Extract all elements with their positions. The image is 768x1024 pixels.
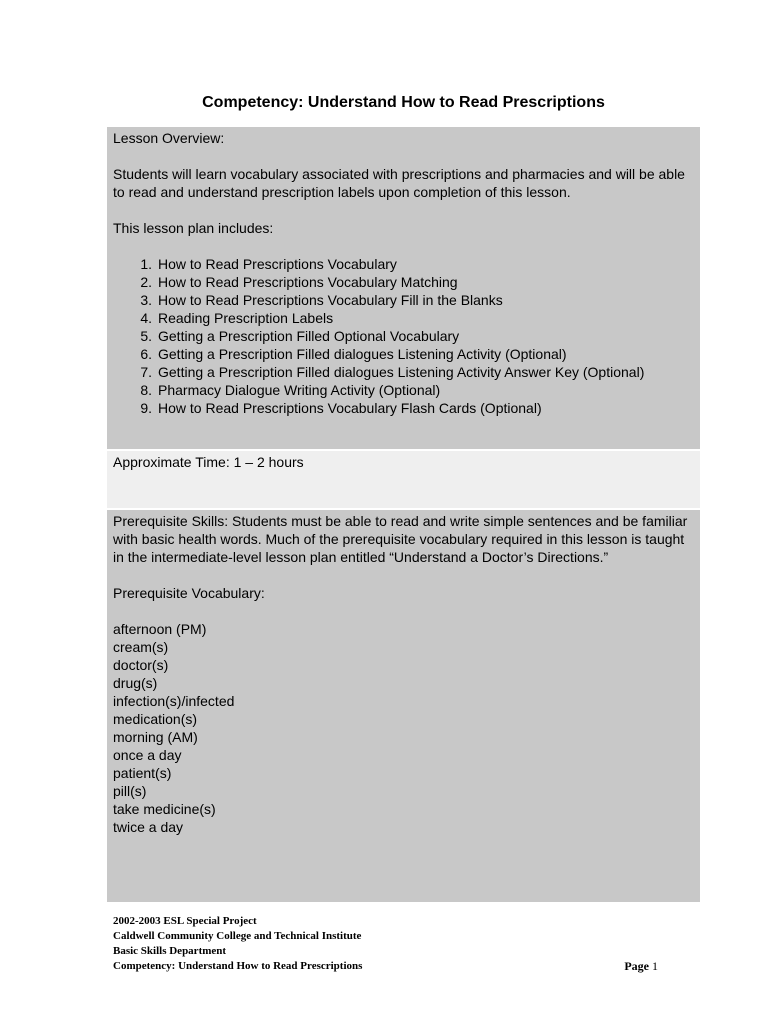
vocabulary-item: cream(s) — [113, 639, 169, 655]
lesson-plan-item-number: 9. — [140, 400, 152, 416]
prerequisites-box — [107, 510, 700, 902]
footer-department: Basic Skills Department — [113, 945, 227, 957]
lesson-plan-item-number: 8. — [140, 382, 152, 398]
lesson-overview-box — [107, 127, 700, 449]
lesson-plan-item-text: Reading Prescription Labels — [158, 310, 334, 326]
lesson-plan-item — [113, 327, 694, 345]
lesson-plan-item-number: 6. — [140, 346, 152, 362]
footer-last-line — [113, 959, 658, 974]
lesson-plan-item-number: 2. — [140, 274, 152, 290]
lesson-plan-item — [113, 273, 694, 291]
page-footer — [113, 914, 658, 974]
lesson-plan-item-text: How to Read Prescriptions Vocabulary — [158, 256, 397, 272]
lesson-plan-item-text: Getting a Prescription Filled Optional Vocabulary — [158, 328, 460, 344]
vocabulary-item: drug(s) — [113, 675, 158, 691]
vocabulary-item: afternoon (PM) — [113, 621, 207, 637]
vocabulary-item: patient(s) — [113, 765, 172, 781]
lesson-overview-heading: Lesson Overview: — [113, 130, 225, 146]
lesson-plan-item — [113, 399, 694, 417]
lesson-plan-item-number: 3. — [140, 292, 152, 308]
vocabulary-item: medication(s) — [113, 711, 198, 727]
lesson-plan-item-number: 5. — [140, 328, 152, 344]
lesson-plan-item-number: 1. — [140, 256, 152, 272]
vocabulary-item: doctor(s) — [113, 657, 169, 673]
page-number-value: 1 — [652, 959, 658, 973]
lesson-plan-item-text: Getting a Prescription Filled dialogues Listening Activity (Optional) — [158, 346, 567, 362]
lesson-plan-item — [113, 363, 694, 381]
lesson-plan-list — [113, 255, 694, 417]
prerequisite-skills-text: Prerequisite Skills: Students must be able to read and write simple sentences and be familiar with basic health words. Much of the prerequisite vocabulary required in this lesson is taught in the intermediate-level lesson plan entitled “Understand a Doctor’s Directions.” — [113, 513, 688, 565]
approximate-time-text: Approximate Time: 1 – 2 hours — [113, 454, 304, 470]
vocabulary-item: infection(s)/infected — [113, 693, 235, 709]
page-number — [624, 959, 658, 974]
lesson-plan-item-text: Pharmacy Dialogue Writing Activity (Optional) — [158, 382, 441, 398]
lesson-plan-item — [113, 255, 694, 273]
lesson-plan-item — [113, 291, 694, 309]
lesson-plan-item — [113, 345, 694, 363]
page-label: Page — [624, 959, 649, 973]
lesson-plan-item-number: 7. — [140, 364, 152, 380]
prerequisite-vocabulary-label: Prerequisite Vocabulary: — [113, 585, 265, 601]
vocabulary-item: morning (AM) — [113, 729, 198, 745]
vocabulary-item: once a day — [113, 747, 182, 763]
footer-project: 2002-2003 ESL Special Project — [113, 915, 257, 927]
prerequisite-vocabulary-list — [113, 620, 694, 836]
lesson-plan-item — [113, 309, 694, 327]
page-title: Competency: Understand How to Read Prescriptions — [202, 94, 605, 111]
lesson-plan-item-text: Getting a Prescription Filled dialogues Listening Activity Answer Key (Optional) — [158, 364, 645, 380]
approximate-time-box — [107, 451, 700, 508]
footer-competency: Competency: Understand How to Read Prescriptions — [113, 960, 363, 972]
lesson-plan-item-text: How to Read Prescriptions Vocabulary Flash Cards (Optional) — [158, 400, 542, 416]
lesson-plan-item-text: How to Read Prescriptions Vocabulary Matching — [158, 274, 458, 290]
lesson-plan-item-text: How to Read Prescriptions Vocabulary Fill in the Blanks — [158, 292, 503, 308]
lesson-plan-item — [113, 381, 694, 399]
lesson-plan-item-number: 4. — [140, 310, 152, 326]
vocabulary-item: twice a day — [113, 819, 184, 835]
lesson-includes-label: This lesson plan includes: — [113, 220, 274, 236]
vocabulary-item: take medicine(s) — [113, 801, 216, 817]
vocabulary-item: pill(s) — [113, 783, 147, 799]
footer-institution: Caldwell Community College and Technical Institute — [113, 930, 362, 942]
lesson-overview-description: Students will learn vocabulary associated with prescriptions and pharmacies and will be able to read and understand prescription labels upon completion of this lesson. — [113, 166, 685, 200]
